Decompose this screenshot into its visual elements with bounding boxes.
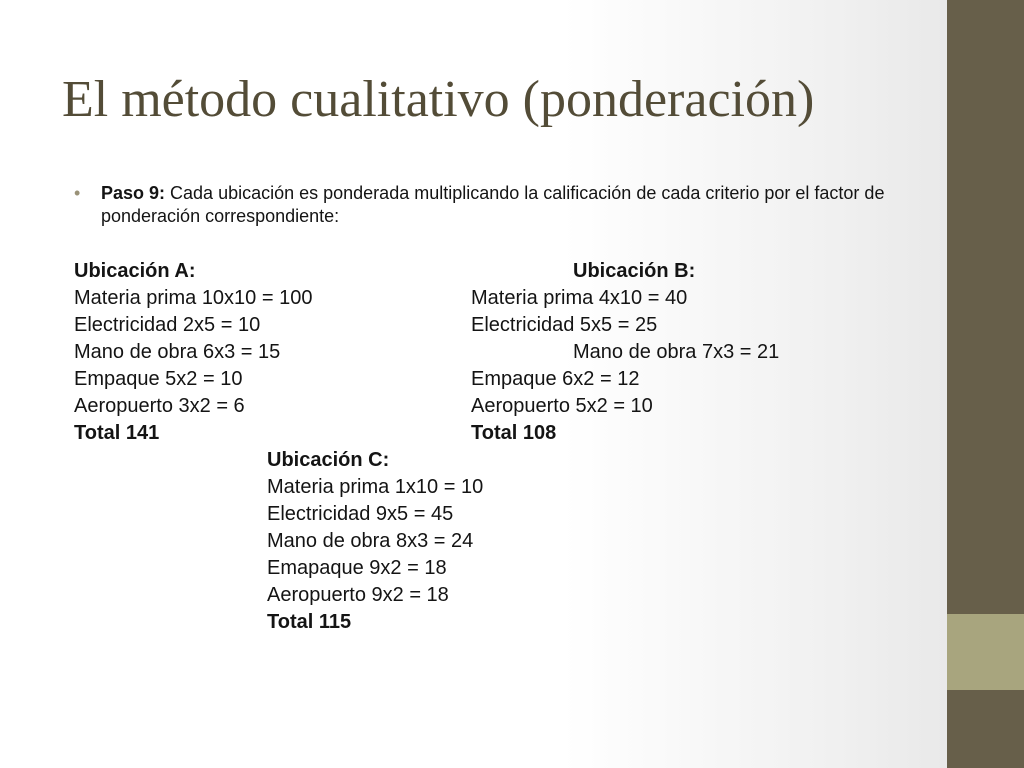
ubicacion-a-line: Aeropuerto 3x2 = 6 [74,395,245,417]
ubicacion-b-line: Electricidad 5x5 = 25 [471,314,658,336]
ubicacion-c-heading: Ubicación C: [267,449,390,471]
bullet-paso-9 [74,182,904,228]
ubicacion-c-line: Emapaque 9x2 = 18 [267,557,447,579]
ubicacion-a-heading: Ubicación A: [74,260,196,282]
decorative-band-bottom [947,690,1024,768]
ubicacion-a-line: Materia prima 10x10 = 100 [74,287,313,309]
bullet-lead: Paso 9: [101,183,166,203]
ubicacion-b-line: Empaque 6x2 = 12 [471,368,640,390]
ubicacion-b-line: Materia prima 4x10 = 40 [471,287,688,309]
bullet-dot-icon: • [74,183,81,203]
ubicacion-c-line: Mano de obra 8x3 = 24 [267,530,474,552]
ubicacion-b-line: Aeropuerto 5x2 = 10 [471,395,653,417]
decorative-band-top [947,0,1024,614]
bullet-text [101,182,904,228]
ubicacion-a-total: Total 141 [74,422,160,444]
ubicacion-a-line: Mano de obra 6x3 = 15 [74,341,281,363]
decorative-band-middle [947,614,1024,690]
ubicacion-c-line: Aeropuerto 9x2 = 18 [267,584,449,606]
ubicacion-b-line: Mano de obra 7x3 = 21 [573,341,780,363]
ubicacion-c-total: Total 115 [267,611,352,633]
ubicacion-b-heading: Ubicación B: [573,260,696,282]
ubicacion-c-line: Materia prima 1x10 = 10 [267,476,484,498]
bullet-body: Cada ubicación es ponderada multiplicando la calificación de cada criterio por el factor de ponderación correspondiente: [101,183,885,226]
ubicacion-a-line: Electricidad 2x5 = 10 [74,314,261,336]
slide-title: El método cualitativo (ponderación) [62,71,815,128]
ubicacion-a-line: Empaque 5x2 = 10 [74,368,243,390]
ubicacion-c-line: Electricidad 9x5 = 45 [267,503,454,525]
ubicacion-b-total: Total 108 [471,422,557,444]
